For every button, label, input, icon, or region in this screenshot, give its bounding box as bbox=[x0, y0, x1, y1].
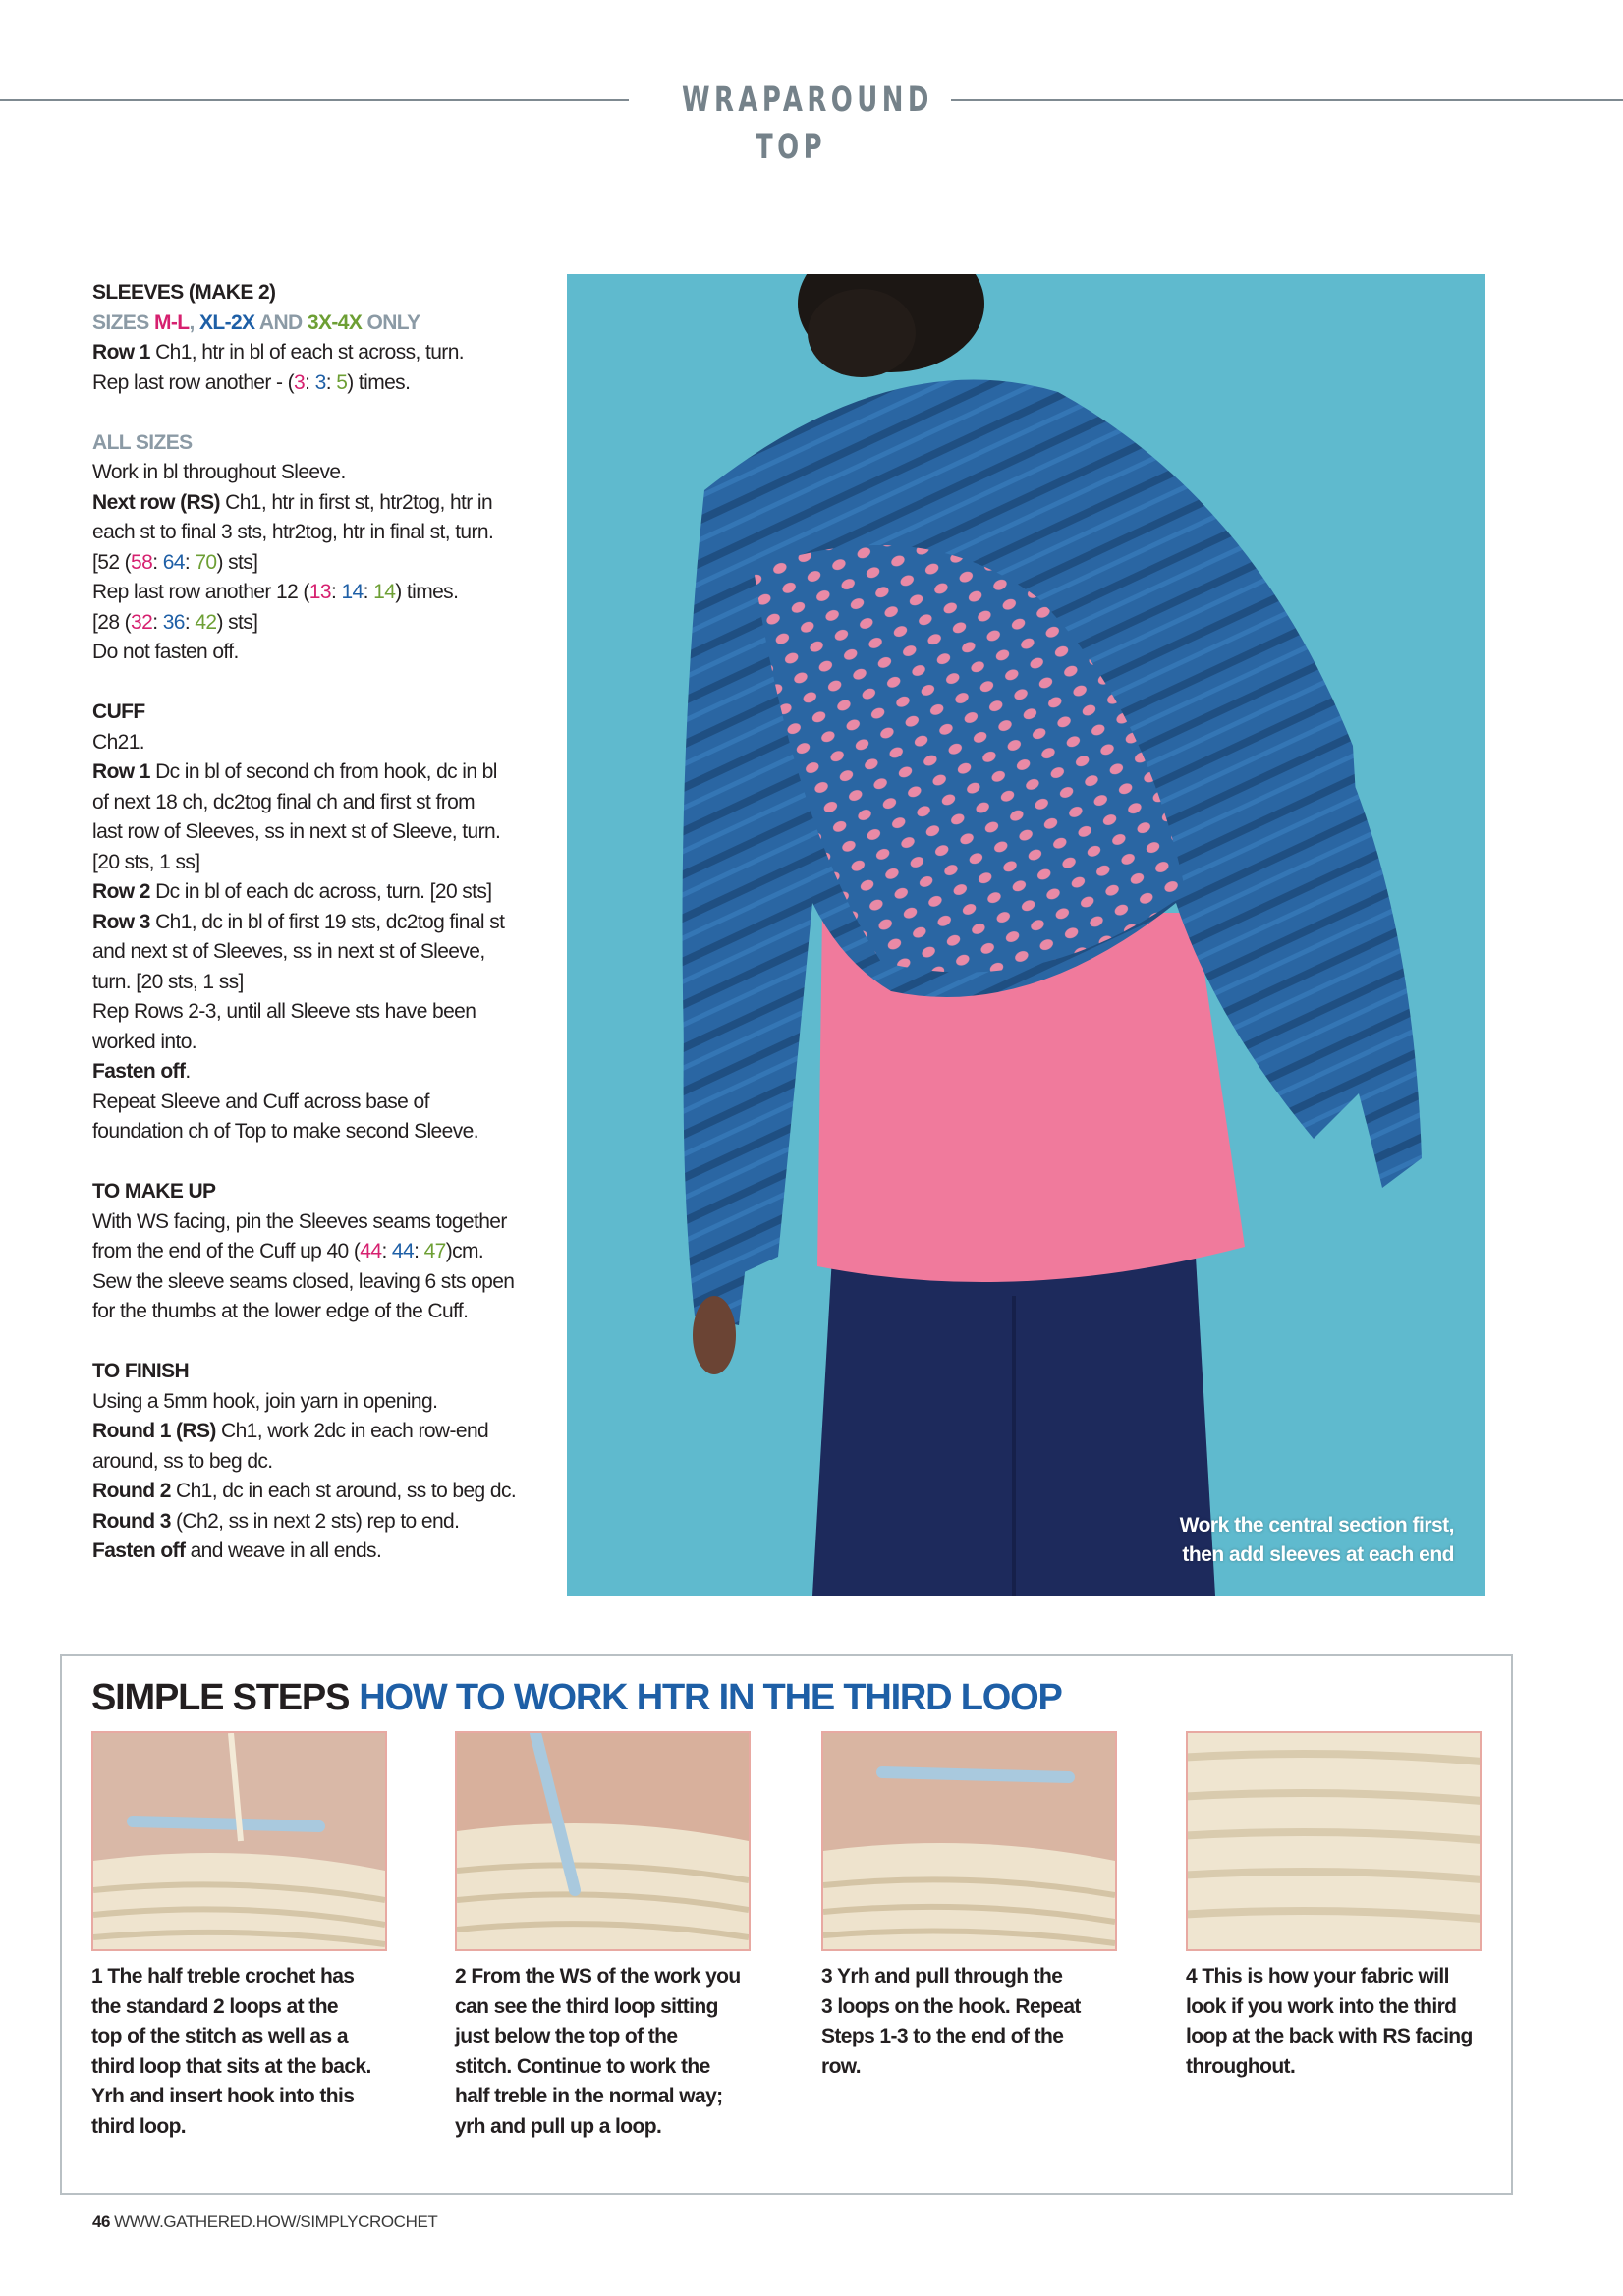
do-not-fasten: Do not fasten off. bbox=[92, 641, 239, 663]
finish-line: Using a 5mm hook, join yarn in opening. bbox=[92, 1389, 438, 1413]
stitch-count-2: [28 (32: 36: 42) sts] bbox=[92, 610, 258, 634]
cuff-row-1: Row 1 Dc in bl of second ch from hook, dc in bl bbox=[92, 760, 497, 783]
page-number: 46 bbox=[92, 2212, 111, 2231]
cuff-row-1-cont: last row of Sleeves, ss in next st of Sleeve, turn. bbox=[92, 820, 501, 843]
pattern-text-column bbox=[92, 278, 544, 1567]
sleeves-repeat-2: Rep last row another 12 (13: 14: 14) times. bbox=[92, 581, 459, 603]
model-photo-illustration bbox=[567, 274, 1485, 1596]
make-up-line: With WS facing, pin the Sleeves seams together bbox=[92, 1209, 507, 1233]
cuff-heading: CUFF bbox=[92, 700, 145, 723]
finish-round-3: Round 3 (Ch2, ss in next 2 sts) rep to end. bbox=[92, 1509, 460, 1533]
cuff-chain: Ch21. bbox=[92, 730, 145, 754]
step-3-photo bbox=[821, 1731, 1117, 1951]
step-1-photo bbox=[91, 1731, 387, 1951]
make-up-line: Sew the sleeve seams closed, leaving 6 sts open bbox=[92, 1269, 515, 1293]
sleeves-heading: SLEEVES (MAKE 2) bbox=[92, 281, 276, 304]
step-4-text: 4 This is how your fabric will look if you work into the third loop at the back with RS facing throughout. bbox=[1186, 1965, 1473, 2078]
photo-caption bbox=[1180, 1511, 1454, 1570]
simple-steps-title: SIMPLE STEPS HOW TO WORK HTR IN THE THIRD LOOP bbox=[91, 1677, 1062, 1718]
cuff-row-3: Row 3 Ch1, dc in bl of first 19 sts, dc2tog final st bbox=[92, 910, 505, 933]
cuff-repeat: Rep Rows 2-3, until all Sleeve sts have been bbox=[92, 1000, 476, 1023]
page-running-title: WRAPAROUND TOP bbox=[682, 81, 933, 167]
header-rule-left bbox=[0, 99, 629, 101]
photo-caption-line: then add sleeves at each end bbox=[1182, 1543, 1454, 1566]
cuff-row-2: Row 2 Dc in bl of each dc across, turn. [20 sts] bbox=[92, 880, 492, 903]
make-up-heading: TO MAKE UP bbox=[92, 1180, 216, 1203]
step-3-text: 3 Yrh and pull through the 3 loops on the hook. Repeat Steps 1-3 to the end of the row. bbox=[821, 1965, 1081, 2078]
step-2-photo bbox=[455, 1731, 751, 1951]
cuff-row-1-count: [20 sts, 1 ss] bbox=[92, 850, 200, 873]
page-footer bbox=[92, 2212, 437, 2232]
step-4-photo bbox=[1186, 1731, 1482, 1951]
stitch-count-1: [52 (58: 64: 70) sts] bbox=[92, 550, 258, 574]
step-1-text: 1 The half treble crochet has the standard 2 loops at the top of the stitch as well as a third loop that sits at the back. Yrh and insert hook into this third loop. bbox=[91, 1965, 371, 2138]
footer-url: WWW.GATHERED.HOW/SIMPLYCROCHET bbox=[114, 2212, 438, 2231]
cuff-repeat-cont: worked into. bbox=[92, 1030, 197, 1053]
finish-round-1-cont: around, ss to beg dc. bbox=[92, 1449, 273, 1473]
step-2-text: 2 From the WS of the work you can see the third loop sitting just below the top of the stitch. Continue to work the half treble in the normal way; yrh and pull up a loop. bbox=[455, 1965, 741, 2138]
sizes-note: SIZES M-L, XL-2X AND 3X-4X ONLY bbox=[92, 310, 420, 334]
model-photo bbox=[567, 274, 1485, 1596]
header-rule-right bbox=[951, 99, 1623, 101]
all-sizes-work: Work in bl throughout Sleeve. bbox=[92, 461, 346, 483]
cuff-fasten-off: Fasten off. bbox=[92, 1060, 191, 1083]
next-row-cont: each st to final 3 sts, htr2tog, htr in final st, turn. bbox=[92, 521, 494, 543]
make-up-line: for the thumbs at the lower edge of the Cuff. bbox=[92, 1300, 469, 1322]
next-row: Next row (RS) Ch1, htr in first st, htr2tog, htr in bbox=[92, 490, 493, 514]
sleeves-repeat: Rep last row another - (3: 3: 5) times. bbox=[92, 370, 411, 394]
sleeves-row-1: Row 1 Ch1, htr in bl of each st across, turn. bbox=[92, 341, 465, 364]
all-sizes-heading: ALL SIZES bbox=[92, 430, 193, 454]
second-sleeve-note: Repeat Sleeve and Cuff across base of bbox=[92, 1090, 429, 1113]
finish-fasten-off: Fasten off and weave in all ends. bbox=[92, 1540, 382, 1562]
second-sleeve-note-cont: foundation ch of Top to make second Sleeve. bbox=[92, 1120, 478, 1143]
photo-caption-line: Work the central section first, bbox=[1179, 1514, 1454, 1537]
cuff-row-3-cont: and next st of Sleeves, ss in next st of Sleeve, bbox=[92, 940, 485, 963]
finish-round-2: Round 2 Ch1, dc in each st around, ss to beg dc. bbox=[92, 1480, 517, 1502]
cuff-row-3-count: turn. [20 sts, 1 ss] bbox=[92, 970, 244, 993]
finish-heading: TO FINISH bbox=[92, 1360, 190, 1382]
finish-round-1: Round 1 (RS) Ch1, work 2dc in each row-end bbox=[92, 1420, 489, 1442]
make-up-measure: from the end of the Cuff up 40 (44: 44: 47)cm. bbox=[92, 1240, 484, 1262]
cuff-row-1-cont: of next 18 ch, dc2tog final ch and first st from bbox=[92, 790, 476, 813]
